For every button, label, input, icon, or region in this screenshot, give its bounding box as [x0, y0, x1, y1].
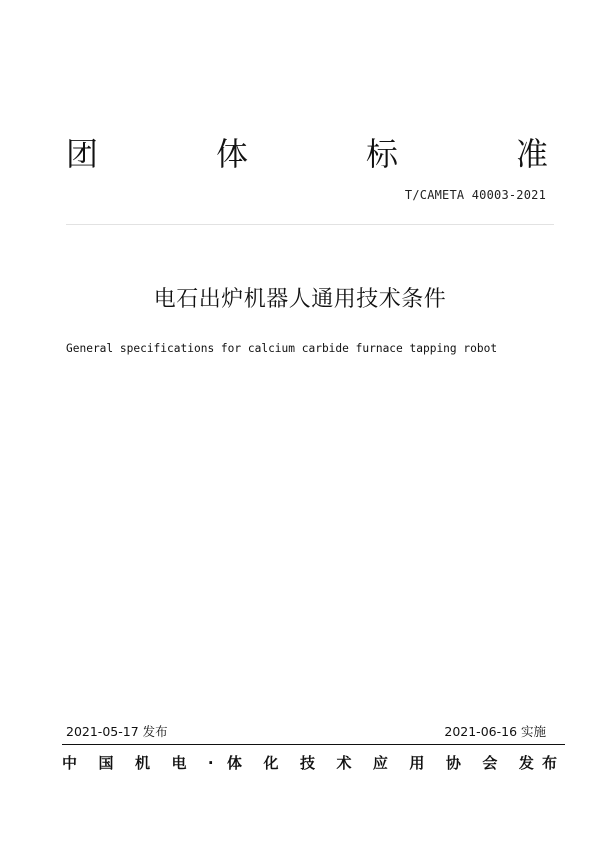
standard-code: T/CAMETA 40003-2021 [404, 188, 546, 202]
standard-type-char: 体 [215, 135, 248, 173]
publisher-name: 中 国 机 电 · 体 化 技 术 应 用 协 会 发布 [62, 754, 557, 772]
standard-type-char: 准 [515, 135, 548, 173]
standard-type-heading [66, 134, 548, 174]
document-title-english: General specifications for calcium carbide furnace tapping robot [66, 342, 498, 355]
document-title-chinese: 电石出炉机器人通用技术条件 [153, 287, 447, 312]
header-divider [66, 224, 554, 225]
footer-divider [62, 744, 565, 745]
effective-date: 2021-06-16 实施 [444, 724, 546, 739]
standard-type-char: 团 [66, 135, 99, 173]
publish-date: 2021-05-17 发布 [66, 724, 168, 739]
standard-type-char: 标 [365, 135, 398, 173]
